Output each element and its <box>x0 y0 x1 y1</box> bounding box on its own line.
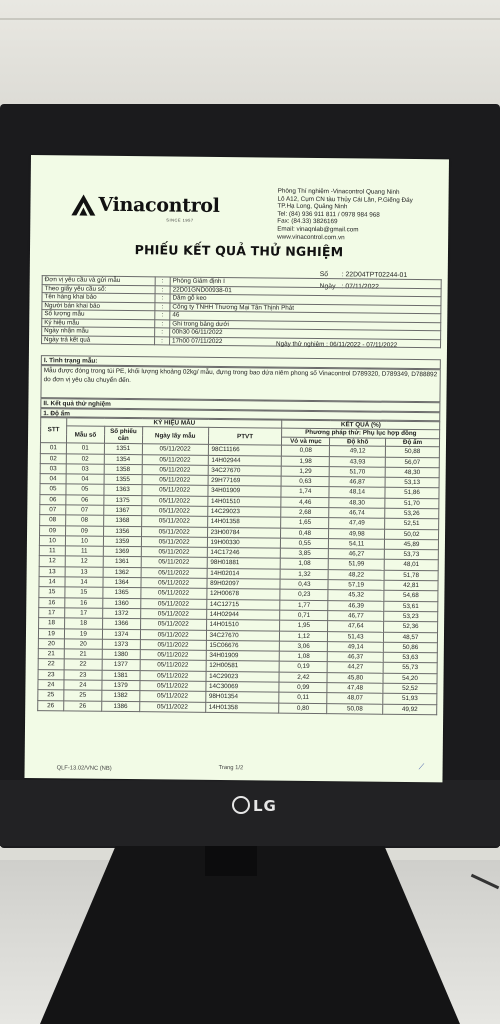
cell-ngay-lay-mau: 05/11/2022 <box>141 516 207 527</box>
cell-vo-va-muc: 1,95 <box>280 620 328 631</box>
cell-stt: 12 <box>39 556 65 567</box>
info-table <box>41 275 442 348</box>
cell-mau-so: 04 <box>66 474 104 485</box>
header-do-kho: Độ khô <box>330 437 386 446</box>
info-label: Người bán khai báo <box>42 301 155 311</box>
cell-do-am: 53,61 <box>384 601 438 612</box>
cell-vo-va-muc: 3,85 <box>281 548 329 559</box>
cell-do-am: 56,07 <box>385 457 439 468</box>
header-do-am: Độ ẩm <box>386 438 440 447</box>
cell-do-kho: 51,43 <box>328 631 384 642</box>
cell-so-phieu-can: 1363 <box>104 485 142 496</box>
cell-so-phieu-can: 1351 <box>104 444 142 455</box>
cell-do-am: 53,26 <box>385 508 439 519</box>
cell-do-kho: 47,49 <box>329 518 385 529</box>
brand-since: SINCE 1957 <box>166 217 194 223</box>
monitor-logo <box>232 796 277 815</box>
cell-do-kho: 49,14 <box>328 641 384 652</box>
cell-do-am: 48,30 <box>385 467 439 478</box>
lab-info-line: Tel: (84) 936 911 811 / 0978 984 968 <box>277 210 380 219</box>
cell-ptvt: 12H00678 <box>206 589 280 600</box>
cell-mau-so: 05 <box>66 484 104 495</box>
cell-ptvt: 15C06676 <box>206 640 280 651</box>
info-value: Ghi trong bảng dưới <box>170 319 441 330</box>
section-moisture: 1. Độ ẩm <box>40 408 440 421</box>
cell-ngay-lay-mau: 05/11/2022 <box>142 495 208 506</box>
cell-ptvt: 29H77169 <box>208 475 282 486</box>
cell-so-phieu-can: 1379 <box>102 680 140 691</box>
header-ky-hieu-mau: KÝ HIỆU MẪU <box>67 418 283 429</box>
lab-info-line: Phòng Thí nghiệm -Vinacontrol Quang Ninh <box>277 187 400 196</box>
cell-ngay-lay-mau: 05/11/2022 <box>141 537 207 548</box>
cell-do-kho: 48,14 <box>329 487 385 498</box>
cell-do-kho: 49,98 <box>329 528 385 539</box>
cell-ptvt: 14C29023 <box>206 671 280 682</box>
cell-do-am: 50,88 <box>385 446 439 457</box>
info-label: Ký hiệu mẫu <box>42 318 155 328</box>
lab-info-line: www.vinacontrol.com.vn <box>277 233 345 241</box>
cell-do-am: 49,92 <box>383 704 437 715</box>
info-label: Đơn vị yêu cầu và gửi mẫu <box>42 276 155 286</box>
cell-do-am: 54,68 <box>384 591 438 602</box>
cell-stt: 21 <box>38 649 64 660</box>
info-separator: : <box>155 277 170 286</box>
cell-ngay-lay-mau: 05/11/2022 <box>141 578 207 589</box>
cell-do-kho: 48,22 <box>328 569 384 580</box>
sample-status-text: Mẫu được đóng trong túi PE, khối lượng khoảng 02kg/ mẫu, đựng trong bao dứa niêm phong số Vinacontrol D789320, D789349, D788892 do đơn vị yêu cầu chuyển đến. <box>40 365 440 402</box>
cell-do-am: 51,78 <box>384 570 438 581</box>
cell-ngay-lay-mau: 05/11/2022 <box>141 588 207 599</box>
cell-stt: 06 <box>40 494 66 505</box>
cell-do-kho: 46,27 <box>329 549 385 560</box>
cell-ngay-lay-mau: 05/11/2022 <box>142 444 208 455</box>
cell-do-kho: 44,27 <box>327 662 383 673</box>
cell-mau-so: 17 <box>65 608 103 619</box>
cell-so-phieu-can: 1375 <box>104 495 142 506</box>
brand-name: Vinacontrol <box>98 193 220 217</box>
document-screen <box>24 155 449 782</box>
cell-stt: 16 <box>39 597 65 608</box>
cell-so-phieu-can: 1362 <box>103 567 141 578</box>
cell-do-kho: 46,74 <box>329 508 385 519</box>
cell-do-kho: 46,37 <box>327 652 383 663</box>
cell-vo-va-muc: 0,23 <box>280 590 328 601</box>
header-ptvt: PTVT <box>208 428 282 446</box>
lab-info-block <box>277 188 448 243</box>
cell-vo-va-muc: 0,43 <box>280 579 328 590</box>
cell-mau-so: 03 <box>66 464 104 475</box>
cell-vo-va-muc: 1,77 <box>280 600 328 611</box>
info-separator: : <box>155 294 170 303</box>
section-test-results: II. Kết quả thử nghiệm <box>40 398 440 412</box>
cell-do-kho: 50,08 <box>327 703 383 714</box>
cell-ngay-lay-mau: 05/11/2022 <box>140 640 206 651</box>
cell-ptvt: 14C29023 <box>207 506 281 517</box>
info-value: 17h00 07/11/2022 <box>170 336 441 347</box>
cell-stt: 08 <box>40 515 66 526</box>
cell-vo-va-muc: 3,06 <box>280 641 328 652</box>
document-title: PHIẾU KẾT QUẢ THỬ NGHIỆM <box>134 242 344 260</box>
cell-ngay-lay-mau: 05/11/2022 <box>140 670 206 681</box>
lab-info-line: Fax: (84.33) 3826169 <box>277 217 338 226</box>
cell-stt: 20 <box>38 638 64 649</box>
cell-mau-so: 01 <box>66 443 104 454</box>
cell-stt: 01 <box>40 443 66 454</box>
cell-stt: 15 <box>39 587 65 598</box>
cell-do-kho: 51,70 <box>329 466 385 477</box>
cell-so-phieu-can: 1366 <box>102 619 140 630</box>
cell-ngay-lay-mau: 05/11/2022 <box>140 681 206 692</box>
info-separator: : <box>155 311 170 320</box>
cell-stt: 10 <box>39 536 65 547</box>
cell-ptvt: 14H01358 <box>205 702 279 713</box>
cell-vo-va-muc: 1,12 <box>280 631 328 642</box>
cell-mau-so: 10 <box>65 536 103 547</box>
cell-vo-va-muc: 1,65 <box>281 517 329 528</box>
cell-ptvt: 14H01510 <box>207 496 281 507</box>
cell-ptvt: 34C27670 <box>206 630 280 641</box>
cell-do-am: 50,86 <box>383 642 437 653</box>
info-value: Công ty TNHH Thương Mại Tân Thịnh Phát <box>170 302 441 313</box>
cell-vo-va-muc: 0,71 <box>280 610 328 621</box>
cell-so-phieu-can: 1374 <box>102 629 140 640</box>
cell-stt: 13 <box>39 566 65 577</box>
cell-ngay-lay-mau: 05/11/2022 <box>142 485 208 496</box>
cell-vo-va-muc: 0,63 <box>281 476 329 487</box>
cell-so-phieu-can: 1354 <box>104 454 142 465</box>
cell-mau-so: 12 <box>65 556 103 567</box>
cell-ngay-lay-mau: 05/11/2022 <box>141 557 207 568</box>
cell-so-phieu-can: 1368 <box>103 516 141 527</box>
cell-do-am: 48,57 <box>384 632 438 643</box>
info-separator: : <box>155 328 170 337</box>
cell-mau-so: 08 <box>66 515 104 526</box>
info-label: Ngày nhận mẫu <box>42 327 155 337</box>
cell-mau-so: 26 <box>64 701 102 712</box>
cell-stt: 17 <box>39 608 65 619</box>
header-phuong-phap: Phương pháp thử: Phụ lục hợp đồng <box>282 429 440 439</box>
cell-vo-va-muc: 0,55 <box>281 538 329 549</box>
cell-so-phieu-can: 1382 <box>102 691 140 702</box>
cell-do-kho: 47,64 <box>328 621 384 632</box>
cell-do-am: 52,51 <box>385 519 439 530</box>
cell-mau-so: 15 <box>65 587 103 598</box>
cell-do-am: 54,20 <box>383 673 437 684</box>
cell-stt: 04 <box>40 474 66 485</box>
cell-ngay-lay-mau: 05/11/2022 <box>142 464 208 475</box>
cell-do-kho: 49,12 <box>330 446 386 457</box>
cell-mau-so: 11 <box>65 546 103 557</box>
cell-so-phieu-can: 1373 <box>102 639 140 650</box>
cell-do-kho: 54,11 <box>329 539 385 550</box>
cell-do-am: 55,73 <box>383 663 437 674</box>
cell-vo-va-muc: 0,08 <box>282 445 330 456</box>
cell-stt: 26 <box>38 700 64 711</box>
lab-info-line: Lô A12, Cụm CN tàu Thủy Cái Lân, P.Giếng Đáy <box>277 195 413 204</box>
info-label: Theo giấy yêu cầu số: <box>42 284 155 294</box>
ngay-label: Ngày <box>319 283 336 291</box>
cell-so-phieu-can: 1372 <box>102 608 140 619</box>
cell-ngay-lay-mau: 05/11/2022 <box>141 526 207 537</box>
cell-ngay-lay-mau: 05/11/2022 <box>140 609 206 620</box>
vinacontrol-logo <box>70 191 220 223</box>
cell-mau-so: 19 <box>64 628 102 639</box>
cell-do-kho: 46,39 <box>328 600 384 611</box>
header-stt: STT <box>40 418 66 443</box>
header-ket-qua: KẾT QUẢ (%) <box>282 420 440 430</box>
cell-ptvt: 14H02014 <box>207 568 281 579</box>
page-number: Trang 1/2 <box>218 764 244 772</box>
cell-vo-va-muc: 1,32 <box>280 569 328 580</box>
cell-so-phieu-can: 1386 <box>102 701 140 712</box>
cell-ngay-lay-mau: 05/11/2022 <box>140 619 206 630</box>
cell-so-phieu-can: 1360 <box>103 598 141 609</box>
cell-do-kho: 48,07 <box>327 693 383 704</box>
cell-ptvt: 12H00581 <box>206 661 280 672</box>
cell-ngay-lay-mau: 05/11/2022 <box>141 547 207 558</box>
header-so-phieu-can: Số phiếu cân <box>104 427 142 444</box>
cell-so-phieu-can: 1356 <box>103 526 141 537</box>
header-mau-so: Mẫu số <box>66 426 104 443</box>
cell-vo-va-muc: 1,08 <box>281 559 329 570</box>
cell-vo-va-muc: 0,11 <box>279 692 327 703</box>
cell-so-phieu-can: 1359 <box>103 536 141 547</box>
cell-do-am: 51,70 <box>385 498 439 509</box>
cell-stt: 05 <box>40 484 66 495</box>
cell-stt: 25 <box>38 690 64 701</box>
cell-so-phieu-can: 1355 <box>104 474 142 485</box>
cell-ptvt: 14C30069 <box>205 681 279 692</box>
monitor-stand-neck <box>205 846 257 876</box>
cell-mau-so: 21 <box>64 649 102 660</box>
cell-mau-so: 24 <box>64 680 102 691</box>
info-label: Tên hàng khai báo <box>42 293 155 303</box>
cell-stt: 02 <box>40 453 66 464</box>
cell-ptvt: 14C12715 <box>206 599 280 610</box>
cell-do-am: 53,23 <box>384 611 438 622</box>
cell-ngay-lay-mau: 05/11/2022 <box>142 475 208 486</box>
cell-vo-va-muc: 1,29 <box>282 466 330 477</box>
cell-ngay-lay-mau: 05/11/2022 <box>140 660 206 671</box>
cell-ptvt: 98C11166 <box>208 445 282 456</box>
so-label: Số <box>319 271 329 279</box>
cell-mau-so: 25 <box>64 690 102 701</box>
cell-mau-so: 02 <box>66 453 104 464</box>
form-code: QLF-13.02/VNC (NB) <box>56 765 112 772</box>
ngay-value: : 07/11/2022 <box>341 283 379 291</box>
lab-info-line: TP.Hạ Long, Quảng Ninh <box>277 202 348 211</box>
cell-stt: 03 <box>40 463 66 474</box>
info-value: Dăm gỗ keo <box>170 294 441 305</box>
cell-do-kho: 51,99 <box>328 559 384 570</box>
cell-so-phieu-can: 1381 <box>102 670 140 681</box>
cell-do-kho: 46,87 <box>329 477 385 488</box>
cell-ptvt: 98H01881 <box>207 558 281 569</box>
info-separator: : <box>155 336 170 345</box>
cell-do-kho: 47,48 <box>327 683 383 694</box>
cell-stt: 23 <box>38 669 64 680</box>
signature-mark: ⟋ <box>418 762 425 772</box>
monitor-brand: LG <box>253 797 277 815</box>
cell-so-phieu-can: 1365 <box>103 588 141 599</box>
cell-mau-so: 20 <box>64 639 102 650</box>
cell-vo-va-muc: 2,42 <box>279 672 327 683</box>
lg-circle-icon <box>232 796 250 814</box>
cell-do-am: 53,63 <box>383 652 437 663</box>
cell-ngay-lay-mau: 05/11/2022 <box>140 598 206 609</box>
cell-vo-va-muc: 1,98 <box>282 456 330 467</box>
cell-ptvt: 34C27670 <box>208 465 282 476</box>
cell-do-am: 51,93 <box>383 694 437 705</box>
cell-do-kho: 57,19 <box>328 580 384 591</box>
cell-stt: 18 <box>39 618 65 629</box>
cell-vo-va-muc: 4,46 <box>281 497 329 508</box>
cell-stt: 07 <box>40 505 66 516</box>
cell-so-phieu-can: 1367 <box>104 505 142 516</box>
cell-vo-va-muc: 0,48 <box>281 528 329 539</box>
lab-info-line: Email: vinaqnlab@gmail.com <box>277 225 359 234</box>
cell-do-am: 53,13 <box>385 477 439 488</box>
cell-ngay-lay-mau: 05/11/2022 <box>139 701 205 712</box>
cell-mau-so: 06 <box>66 495 104 506</box>
cell-so-phieu-can: 1358 <box>104 464 142 475</box>
cell-mau-so: 07 <box>66 505 104 516</box>
cell-do-kho: 45,80 <box>327 672 383 683</box>
cell-mau-so: 23 <box>64 670 102 681</box>
info-value: 00h30 06/11/2022 <box>170 328 441 339</box>
cell-ptvt: 98H01354 <box>205 692 279 703</box>
mountain-logo-icon <box>70 191 96 217</box>
cell-mau-so: 09 <box>65 525 103 536</box>
cell-stt: 11 <box>39 546 65 557</box>
info-value: 22D01GND00938-01 <box>170 285 441 296</box>
header-vo-va-muc: Vỏ và mục <box>282 437 330 446</box>
test-date: Ngày thử nghiệm : 06/11/2022 - 07/11/2022 <box>275 340 398 349</box>
cell-ptvt: 14H02944 <box>206 609 280 620</box>
cell-ptvt: 14H02944 <box>208 455 282 466</box>
cell-do-am: 51,86 <box>385 488 439 499</box>
cell-vo-va-muc: 0,99 <box>279 682 327 693</box>
cell-do-am: 50,02 <box>385 529 439 540</box>
cell-ptvt: 14C17246 <box>207 548 281 559</box>
cell-do-am: 53,73 <box>384 549 438 560</box>
info-value: Phòng Giám định I <box>170 277 441 288</box>
cell-vo-va-muc: 1,08 <box>280 651 328 662</box>
cell-do-am: 52,52 <box>383 683 437 694</box>
cell-ptvt: 19H00330 <box>207 537 281 548</box>
cell-so-phieu-can: 1361 <box>103 557 141 568</box>
cell-mau-so: 14 <box>65 577 103 588</box>
cell-ngay-lay-mau: 05/11/2022 <box>141 506 207 517</box>
cell-do-am: 42,81 <box>384 580 438 591</box>
cell-so-phieu-can: 1380 <box>102 649 140 660</box>
cell-ptvt: 14H01358 <box>207 517 281 528</box>
cell-ptvt: 34H01909 <box>206 651 280 662</box>
info-separator: : <box>155 302 170 311</box>
cell-stt: 24 <box>38 680 64 691</box>
cell-so-phieu-can: 1369 <box>103 546 141 557</box>
cell-do-kho: 45,32 <box>328 590 384 601</box>
cell-do-kho: 46,77 <box>328 611 384 622</box>
cell-ngay-lay-mau: 05/11/2022 <box>140 691 206 702</box>
cell-mau-so: 13 <box>65 567 103 578</box>
cell-do-am: 52,36 <box>384 621 438 632</box>
cell-do-kho: 43,93 <box>330 456 386 467</box>
cell-so-phieu-can: 1377 <box>102 660 140 671</box>
section-sample-status: I. Tình trạng mẫu: <box>41 355 441 369</box>
cell-stt: 19 <box>38 628 64 639</box>
cell-stt: 09 <box>40 525 66 536</box>
cell-vo-va-muc: 0,19 <box>280 662 328 673</box>
results-table <box>37 417 440 715</box>
cell-ngay-lay-mau: 05/11/2022 <box>142 454 208 465</box>
cell-vo-va-muc: 2,68 <box>281 507 329 518</box>
cell-mau-so: 16 <box>65 598 103 609</box>
info-separator: : <box>155 285 170 294</box>
cell-do-am: 45,89 <box>384 539 438 550</box>
cell-mau-so: 18 <box>64 618 102 629</box>
info-label: Số lượng mẫu <box>42 310 155 320</box>
cell-so-phieu-can: 1364 <box>103 577 141 588</box>
info-value: 46 <box>170 311 441 322</box>
wall-trim <box>0 18 500 20</box>
cell-ptvt: 34H01909 <box>208 486 282 497</box>
cell-vo-va-muc: 0,80 <box>279 703 327 714</box>
info-label: Ngày trả kết quả <box>42 335 155 345</box>
cell-ptvt: 14H01510 <box>206 620 280 631</box>
cell-ngay-lay-mau: 05/11/2022 <box>140 629 206 640</box>
cell-mau-so: 22 <box>64 659 102 670</box>
cell-vo-va-muc: 1,74 <box>281 487 329 498</box>
cell-stt: 22 <box>38 659 64 670</box>
info-separator: : <box>155 319 170 328</box>
cell-stt: 14 <box>39 577 65 588</box>
header-ngay-lay-mau: Ngày lấy mẫu <box>142 427 208 445</box>
cell-ptvt: 89H02097 <box>207 578 281 589</box>
so-value: : 22D04TPT02244-01 <box>341 271 408 279</box>
cell-ngay-lay-mau: 05/11/2022 <box>141 567 207 578</box>
cell-ngay-lay-mau: 05/11/2022 <box>140 650 206 661</box>
cell-do-kho: 48,30 <box>329 497 385 508</box>
cell-do-am: 48,01 <box>384 560 438 571</box>
cell-ptvt: 23H00784 <box>207 527 281 538</box>
